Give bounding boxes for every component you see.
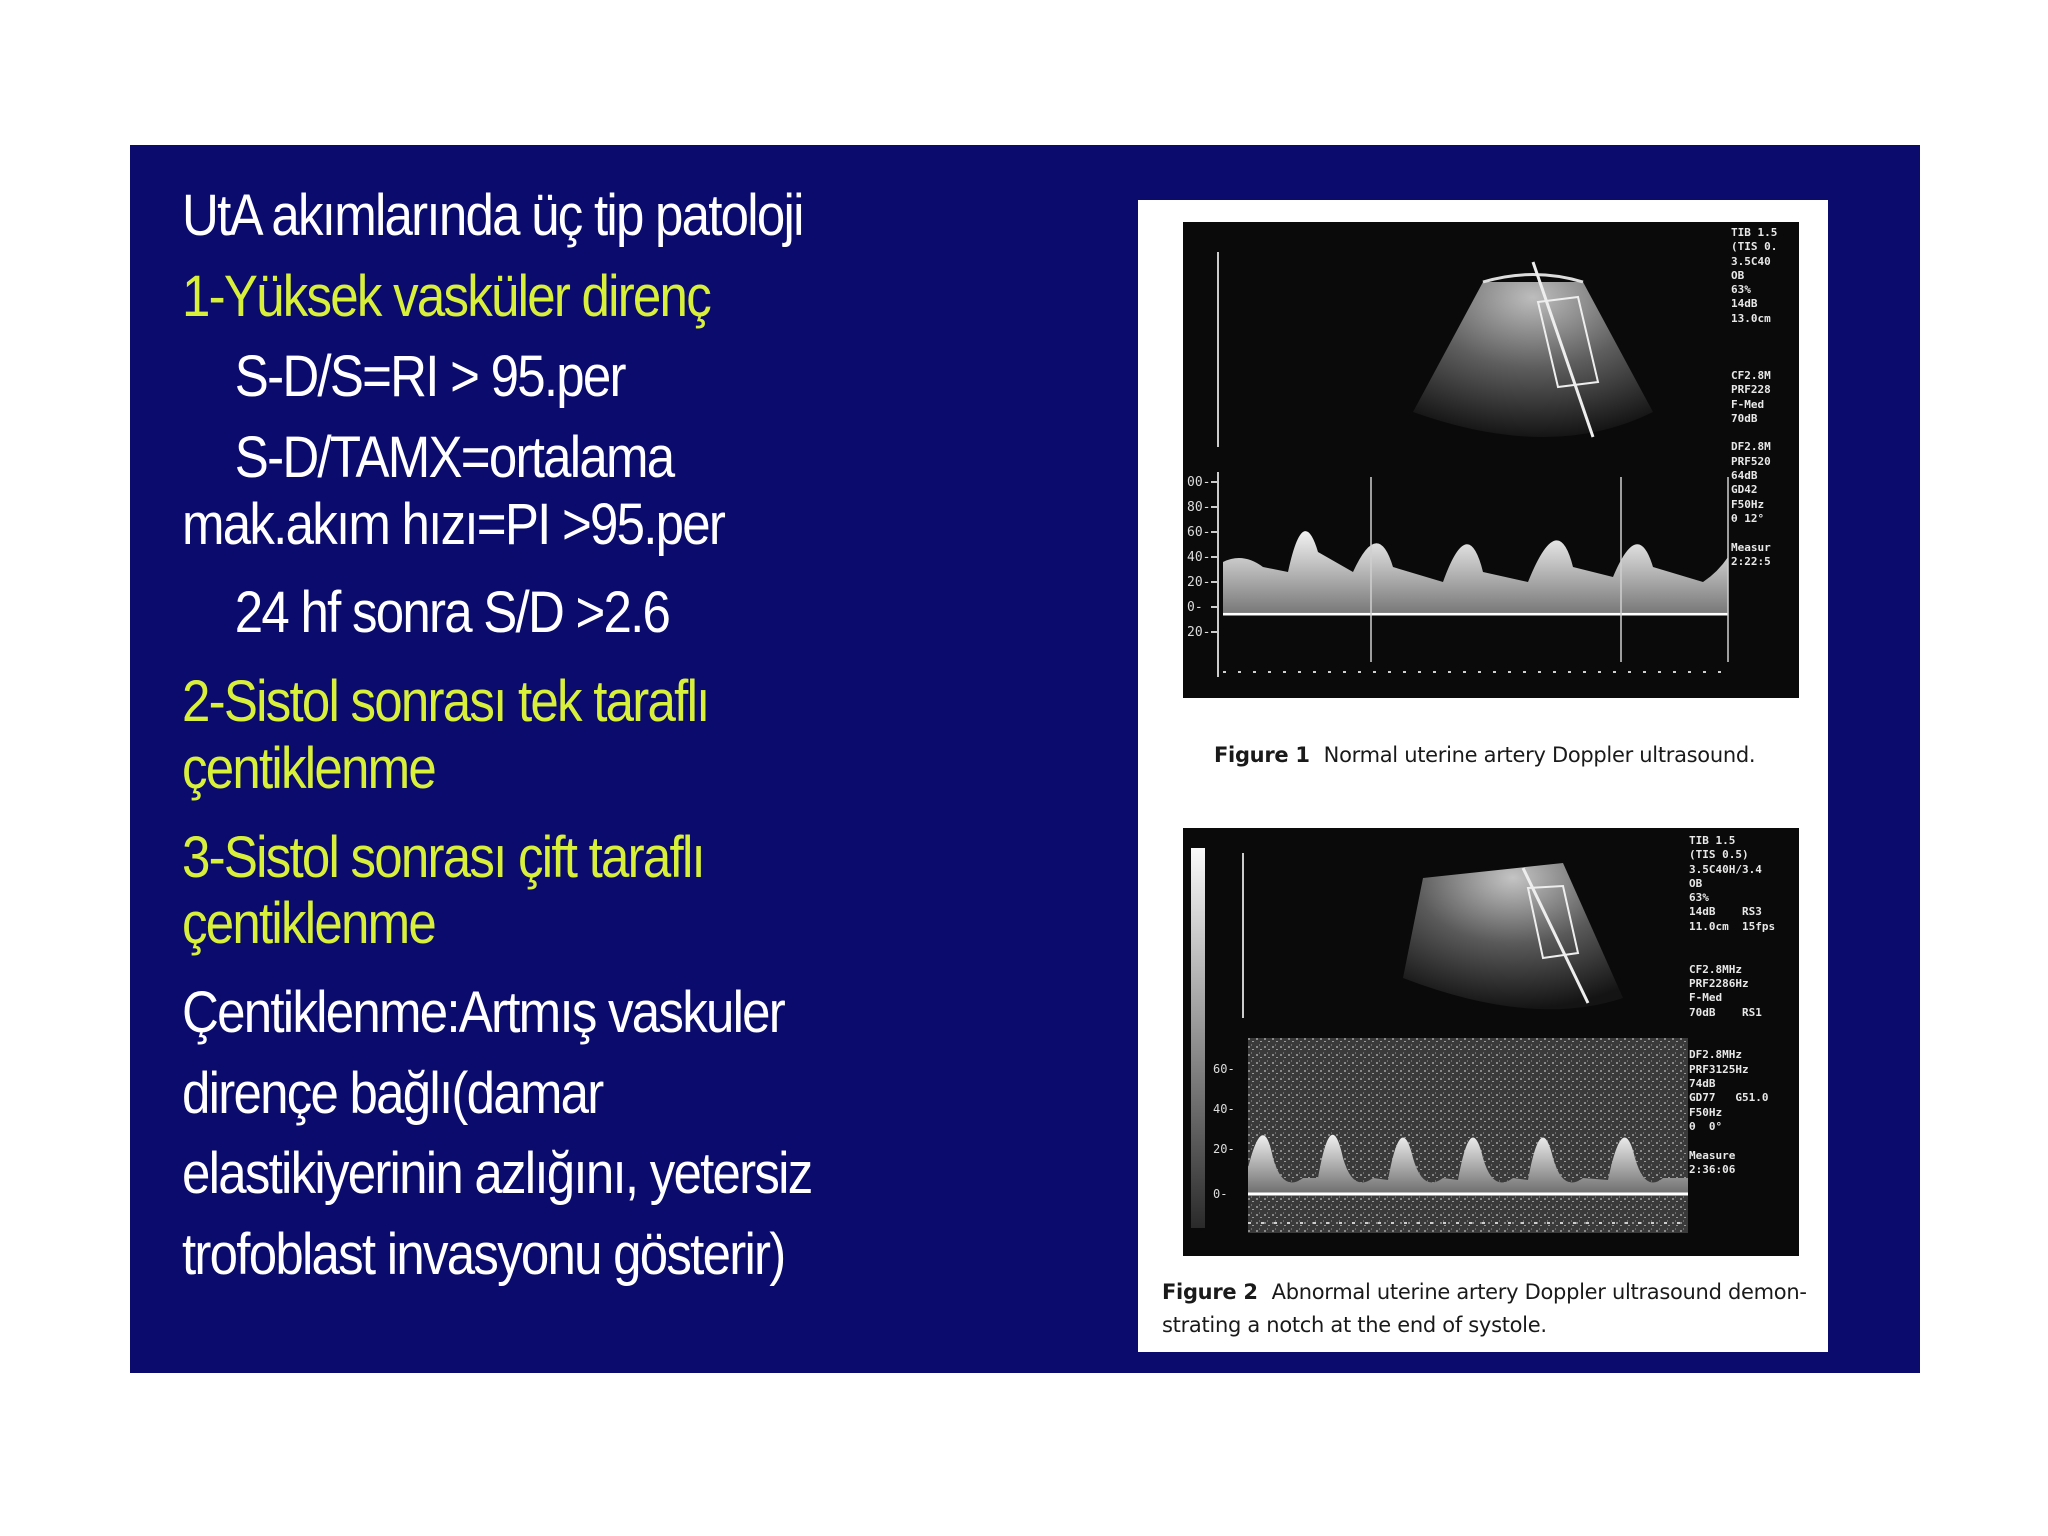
- svg-text:0-: 0-: [1213, 1187, 1228, 1201]
- svg-text:0-: 0-: [1187, 600, 1203, 615]
- item-3-heading-line-1: 3-Sistol sonrası çift taraflı: [182, 824, 704, 890]
- figure-1-caption-text: Normal uterine artery Doppler ultrasound.: [1323, 743, 1756, 767]
- pi-formula-line-1: S-D/TAMX=ortalama: [234, 425, 674, 491]
- svg-text:40-: 40-: [1213, 1102, 1235, 1116]
- slide: [130, 145, 1920, 1373]
- figure-2-scan-parameters: TIB 1.5 (TIS 0.5) 3.5C40H/3.4 OB 63% 14dB RS3 11.0cm 15fps CF2.8MHz PRF2286Hz F-Med 70dB RS1 DF2.8MHz PRF3125Hz 74dB GD77 G51.0 F50Hz θ 0° Measure 2:36:06: [1689, 834, 1776, 1176]
- slide-title: UtA akımlarında üç tip patoloji: [182, 183, 803, 248]
- ri-formula: S-D/S=RI > 95.per: [234, 344, 625, 410]
- figure-2-caption-line-1: Abnormal uterine artery Doppler ultrasound demon-: [1271, 1280, 1807, 1304]
- figure-1-caption: [1214, 739, 1755, 772]
- item-1-heading: 1-Yüksek vasküler direnç: [182, 263, 710, 329]
- note-line-2: dirençe bağlı(damar: [182, 1060, 603, 1126]
- sd-ratio: 24 hf sonra S/D >2.6: [234, 580, 670, 646]
- figure-2-label: Figure 2: [1162, 1280, 1258, 1304]
- svg-text:40-: 40-: [1187, 550, 1211, 565]
- svg-text:60-: 60-: [1187, 525, 1211, 540]
- svg-text:20-: 20-: [1213, 1142, 1235, 1156]
- figure-1-ultrasound-graphic: [1183, 222, 1799, 698]
- note-line-4: trofoblast invasyonu gösterir): [182, 1221, 785, 1287]
- note-line-3: elastikiyerinin azlığını, yetersiz: [182, 1141, 812, 1207]
- item-2-heading-line-1: 2-Sistol sonrası tek taraflı: [182, 669, 709, 735]
- item-2-heading-line-2: çentiklenme: [182, 735, 435, 801]
- svg-text:20-: 20-: [1187, 575, 1211, 590]
- figure-1-ultrasound-image: [1183, 222, 1799, 698]
- svg-text:80-: 80-: [1187, 500, 1211, 515]
- svg-text:60-: 60-: [1213, 1062, 1235, 1076]
- figure-1-scan-parameters: TIB 1.5 (TIS 0. 3.5C40 OB 63% 14dB 13.0cm CF2.8M PRF228 F-Med 70dB DF2.8M PRF520 64dB GD42 F50Hz θ 12° Measur 2:22:5: [1731, 226, 1778, 568]
- pi-formula-line-2: mak.akım hızı=PI >95.per: [182, 491, 725, 557]
- svg-text:00-: 00-: [1187, 475, 1211, 490]
- svg-text:20-: 20-: [1187, 625, 1211, 640]
- figure-panel: [1138, 200, 1828, 1352]
- figure-2-ultrasound-image: [1183, 828, 1799, 1256]
- item-3-heading-line-2: çentiklenme: [182, 891, 435, 957]
- figure-2-caption-line-2: strating a notch at the end of systole.: [1162, 1312, 1547, 1337]
- slide-text-column: [182, 183, 1062, 1289]
- figure-1-label: Figure 1: [1214, 743, 1310, 767]
- figure-2-caption: [1162, 1276, 1812, 1341]
- note-line-1: Çentiklenme:Artmış vaskuler: [182, 979, 785, 1045]
